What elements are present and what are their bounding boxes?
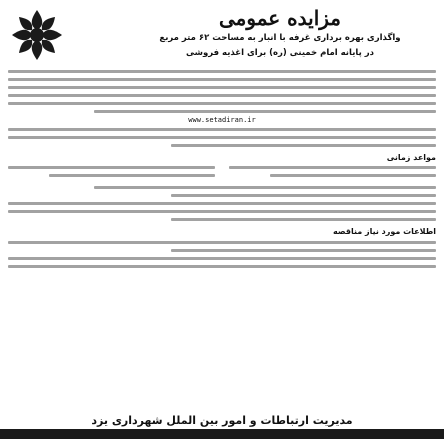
notice-title: مزایده عمومی <box>218 6 342 30</box>
body-paragraph-4 <box>8 241 436 268</box>
footer-org-name: مدیریت ارتباطات و امور بین الملل شهرداری یزد <box>91 414 353 427</box>
date-columns <box>8 166 436 182</box>
footer-bar <box>0 429 444 439</box>
notice-subtitle-1: واگذاری بهره برداری غرفه با انبار به مساحت ۶۲ متر مربع <box>159 33 401 43</box>
body-paragraph-2 <box>8 128 436 147</box>
website-link[interactable]: www.setadiran.ir <box>188 116 256 124</box>
title-block <box>66 6 436 60</box>
notice-header <box>8 6 436 66</box>
notice-subtitle-2: در پایانه امام خمینی (ره) برای اغذیه فروشی <box>186 48 374 58</box>
body-paragraph-1 <box>8 70 436 113</box>
municipality-logo-icon <box>8 6 66 64</box>
notice-footer <box>0 412 444 439</box>
body-paragraph-3 <box>8 186 436 221</box>
date-column-right <box>229 166 436 182</box>
date-column-left <box>8 166 215 182</box>
section-dates: مواعد زمانی <box>386 153 436 162</box>
section-info: اطلاعات مورد نیاز مناقصه <box>333 227 436 236</box>
